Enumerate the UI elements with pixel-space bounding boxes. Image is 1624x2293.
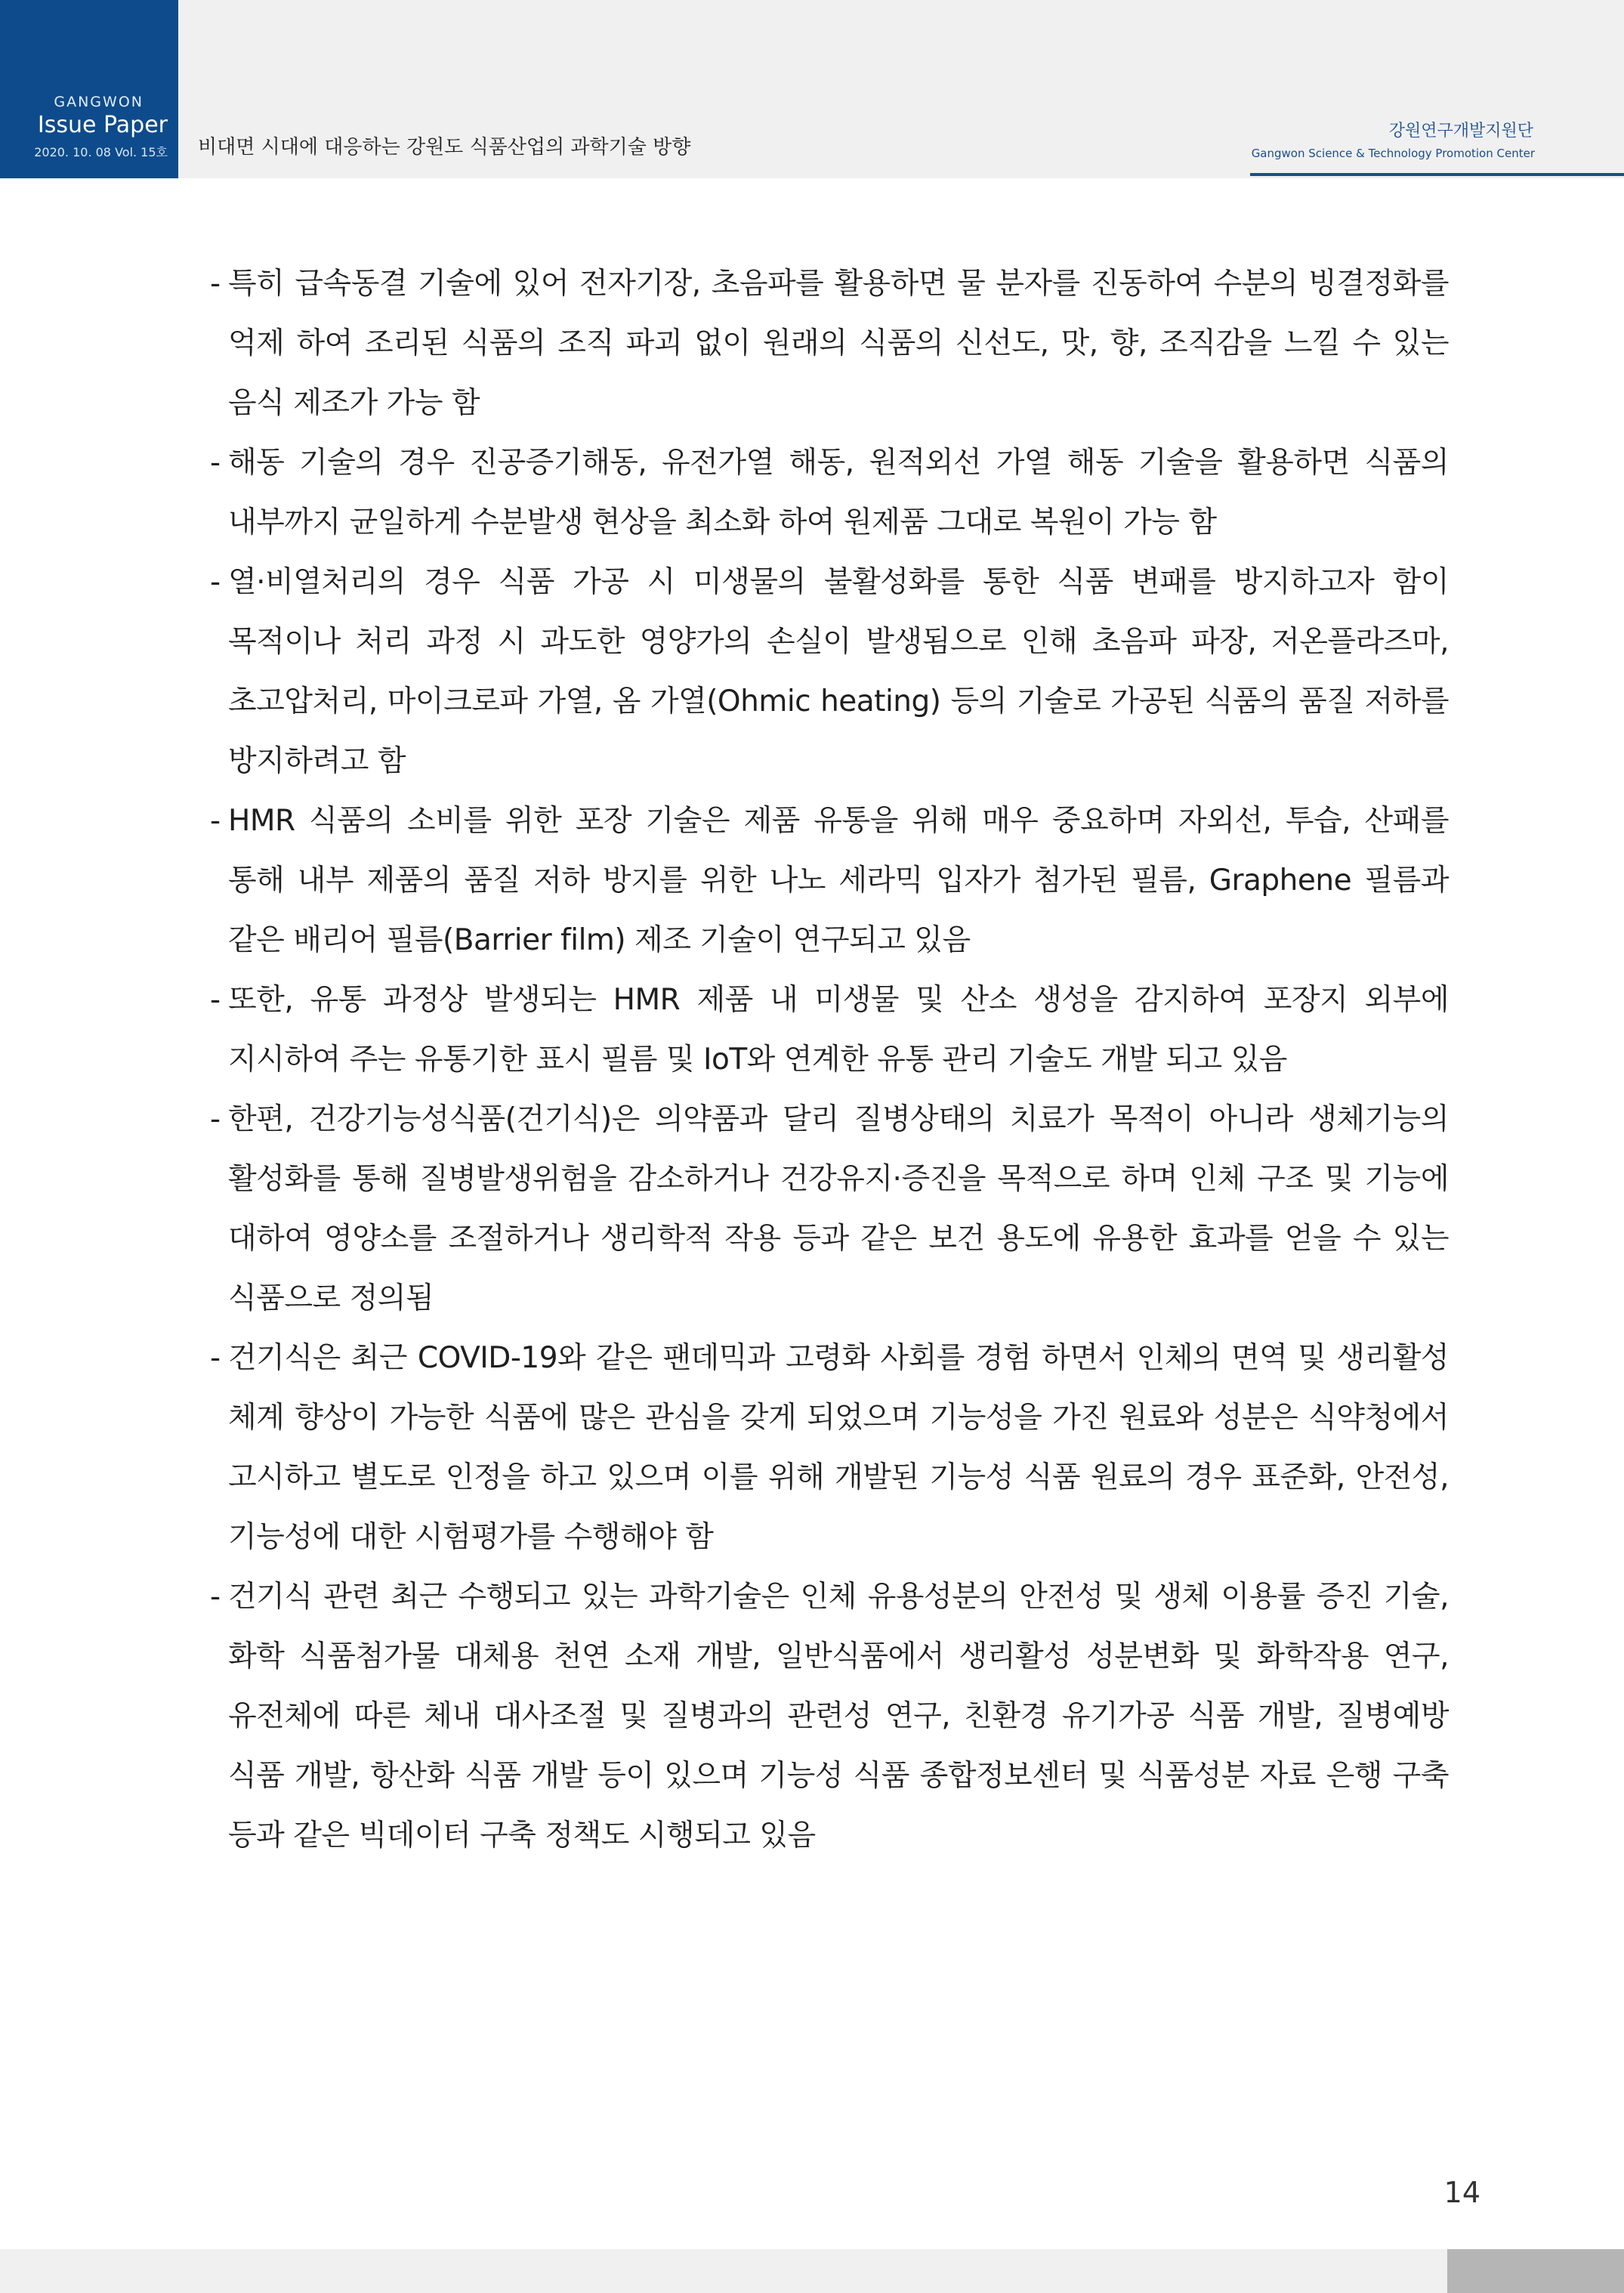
- page-header: [0, 0, 1624, 178]
- bullet-text: 건기식 관련 최근 수행되고 있는 과학기술은 인체 유용성분의 안전성 및 생체 이용률 증진 기술, 화학 식품첨가물 대체용 천연 소재 개발, 일반식품에서 생리활성 성분변화 및 화학작용 연구, 유전체에 따른 체내 대사조절 및 질병과의 관련성 연구, 친환경 유기가공 식품 개발, 질병예방 식품 개발, 항산화 식품 개발 등이 있으며 기능성 식품 종합정보센터 및 식품성분 자료 은행 구축 등과 같은 빅데이터 구축 정책도 시행되고 있음: [228, 1580, 1449, 1853]
- bullet-text: 한편, 건강기능성식품(건기식)은 의약품과 달리 질병상태의 치료가 목적이 아니라 생체기능의 활성화를 통해 질병발생위험을 감소하거나 건강유지·증진을 목적으로 하며 인체 구조 및 기능에 대하여 영양소를 조절하거나 생리학적 작용 등과 같은 보건 용도에 유용한 효과를 얻을 수 있는 식품으로 정의됨: [228, 1102, 1449, 1315]
- bullet-marker: -: [210, 1580, 221, 1614]
- bullet-marker: -: [210, 1341, 221, 1375]
- bullet-text: 해동 기술의 경우 진공증기해동, 유전가열 해동, 원적외선 가열 해동 기술을 활용하면 식품의 내부까지 균일하게 수분발생 현상을 최소화 하여 원제품 그대로 복원이 가능 함: [228, 446, 1449, 539]
- organization-name-english: Gangwon Science & Technology Promotion Center: [1251, 147, 1535, 160]
- bullet-marker: -: [210, 565, 221, 599]
- organization-name: 강원연구개발지원단: [1388, 122, 1533, 141]
- body-content: [210, 254, 1449, 1865]
- bullet-item: [210, 970, 1449, 1089]
- bullet-item: [210, 1089, 1449, 1328]
- footer-bar: [0, 2249, 1624, 2293]
- bullet-marker: -: [210, 446, 221, 480]
- bullet-text: 열·비열처리의 경우 식품 가공 시 미생물의 불활성화를 통한 식품 변패를 방지하고자 함이 목적이나 처리 과정 시 과도한 영양가의 손실이 발생됨으로 인해 초음파 파장, 저온플라즈마, 초고압처리, 마이크로파 가열, 옴 가열(Ohmic heating) 등의 기술로 가공된 식품의 품질 저하를 방지하려고 함: [228, 565, 1449, 778]
- bullet-text: 건기식은 최근 COVID-19와 같은 팬데믹과 고령화 사회를 경험 하면서 인체의 면역 및 생리활성 체계 향상이 가능한 식품에 많은 관심을 갖게 되었으며 기능성을 가진 원료와 성분은 식약청에서 고시하고 별도로 인정을 하고 있으며 이를 위해 개발된 기능성 식품 원료의 경우 표준화, 안전성, 기능성에 대한 시험평가를 수행해야 함: [228, 1341, 1449, 1554]
- bullet-marker: -: [210, 1102, 221, 1136]
- issue-paper-logo: [0, 0, 178, 178]
- bullet-item: [210, 552, 1449, 791]
- bullet-item: [210, 1567, 1449, 1865]
- document-title: 비대면 시대에 대응하는 강원도 식품산업의 과학기술 방향: [198, 136, 691, 159]
- bullet-item: [210, 433, 1449, 552]
- issue-date-volume: 2020. 10. 08 Vol. 15호: [34, 145, 168, 159]
- bullet-text: HMR 식품의 소비를 위한 포장 기술은 제품 유통을 위해 매우 중요하며 자외선, 투습, 산패를 통해 내부 제품의 품질 저하 방지를 위한 나노 세라믹 입자가 첨가된 필름, Graphene 필름과 같은 배리어 필름(Barrier film) 제조 기술이 연구되고 있음: [228, 804, 1449, 957]
- bullet-marker: -: [210, 983, 221, 1017]
- bullet-marker: -: [210, 267, 221, 301]
- page-number: 14: [1443, 2176, 1480, 2209]
- footer-accent-block: [1447, 2249, 1624, 2293]
- bullet-item: [210, 254, 1449, 433]
- brand-series: Issue Paper: [37, 112, 168, 138]
- bullet-item: [210, 1328, 1449, 1567]
- bullet-text: 또한, 유통 과정상 발생되는 HMR 제품 내 미생물 및 산소 생성을 감지하여 포장지 외부에 지시하여 주는 유통기한 표시 필름 및 IoT와 연계한 유통 관리 기술도 개발 되고 있음: [228, 983, 1449, 1077]
- bullet-marker: -: [210, 804, 221, 838]
- bullet-item: [210, 791, 1449, 970]
- bullet-text: 특히 급속동결 기술에 있어 전자기장, 초음파를 활용하면 물 분자를 진동하여 수분의 빙결정화를 억제 하여 조리된 식품의 조직 파괴 없이 원래의 식품의 신선도, 맛, 향, 조직감을 느낄 수 있는 음식 제조가 가능 함: [228, 267, 1449, 420]
- brand-region: GANGWON: [54, 94, 144, 110]
- header-accent-line: [1250, 173, 1624, 176]
